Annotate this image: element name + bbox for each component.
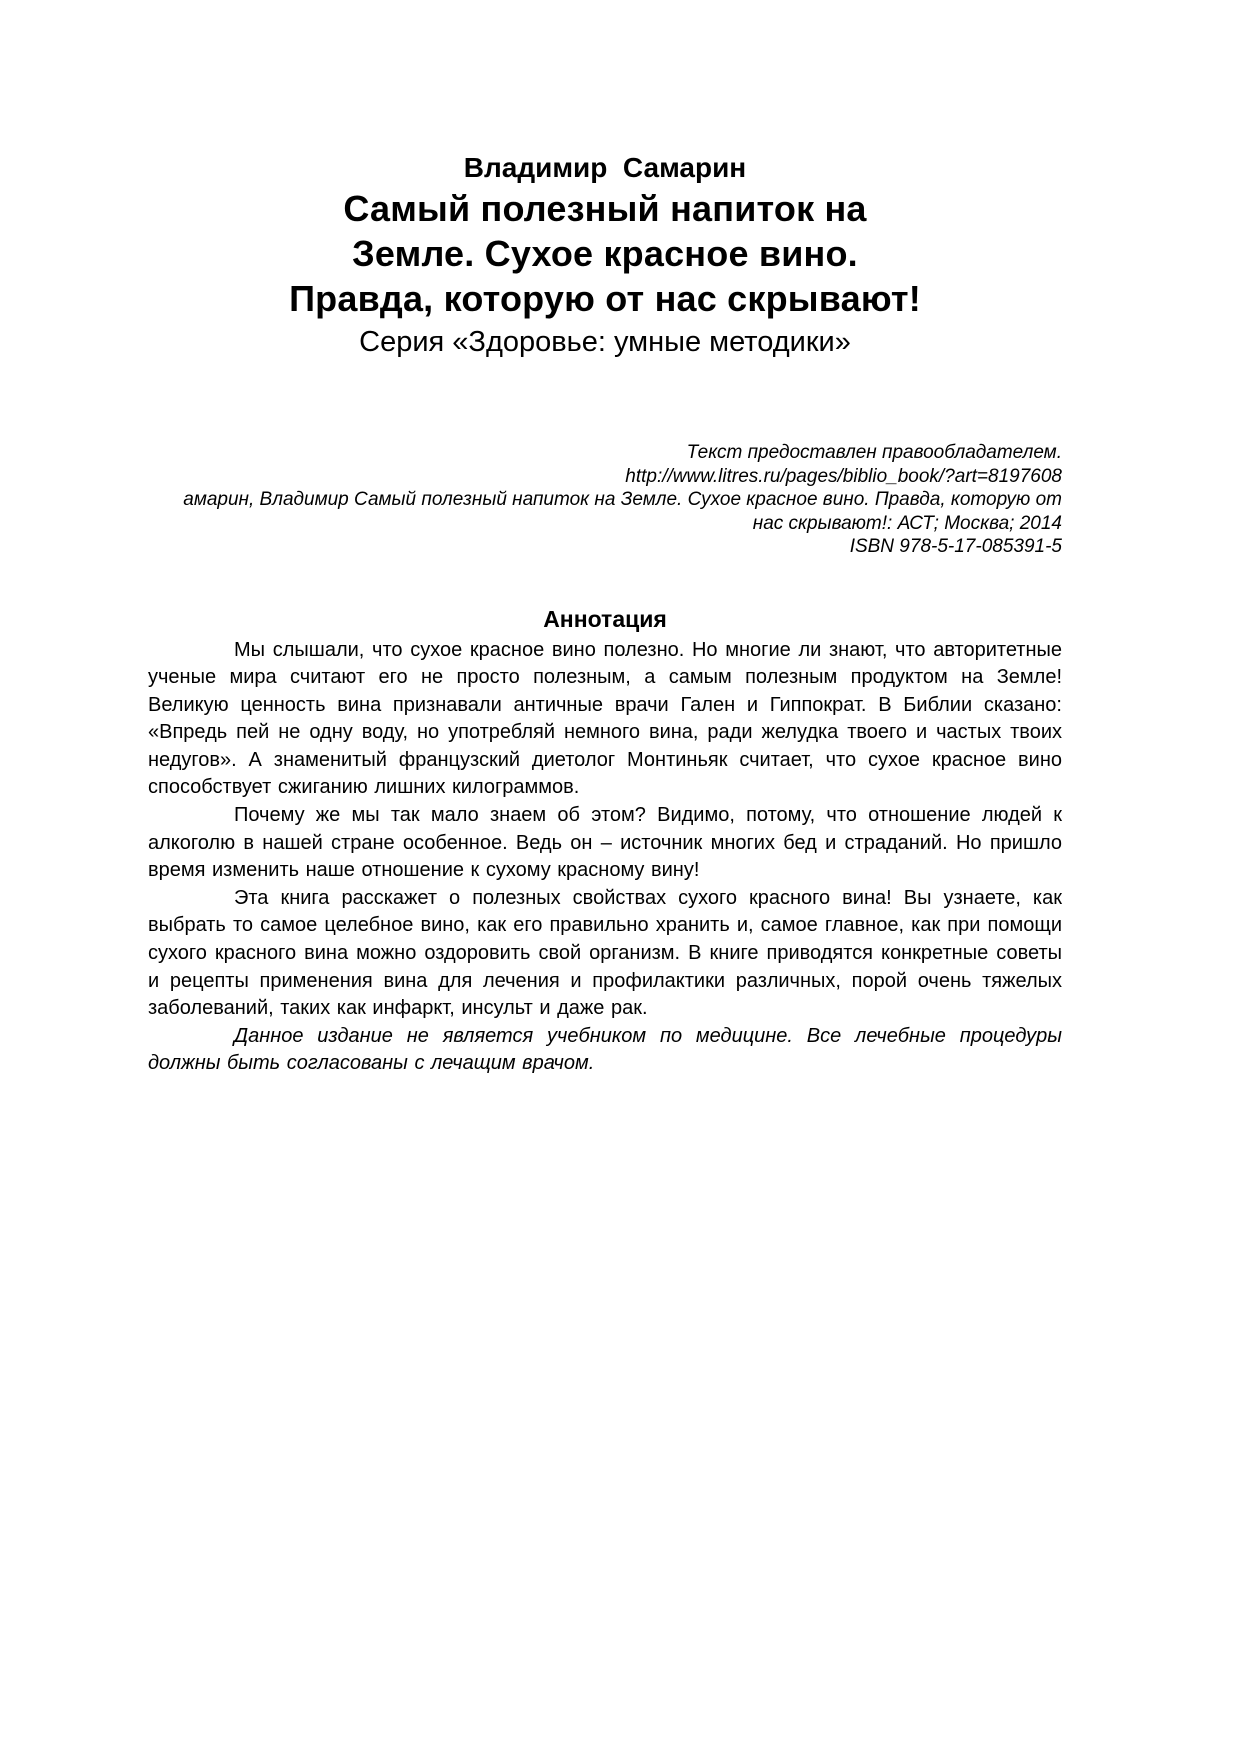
annotation-paragraph-2: Почему же мы так мало знаем об этом? Видимо, потому, что отношение людей к алкоголю в нашей стране особенное. Ведь он – источник многих бед и страданий. Но пришло время изменить наше отношение к сухому красному вину!: [148, 804, 1062, 882]
book-title-line-3: Правда, которую от нас скрывают!: [289, 278, 921, 319]
copyright-block: [148, 441, 1062, 559]
page-content: [148, 0, 1062, 1078]
copyright-provider-line: Текст предоставлен правообладателем.: [686, 442, 1062, 463]
copyright-citation-line-2: нас скрывают!: АСТ; Москва; 2014: [752, 512, 1062, 534]
annotation-disclaimer: Данное издание не является учебником по медицине. Все лечебные процедуры должны быть согласованы с лечащим врачом.: [148, 1024, 1062, 1075]
copyright-url-line: http://www.litres.ru/pages/biblio_book/?art=8197608: [625, 465, 1062, 487]
book-title-line-1: Самый полезный напиток на: [343, 188, 867, 229]
copyright-citation-line-1: амарин, Владимир Самый полезный напиток на Земле. Сухое красное вино. Правда, которую от: [183, 489, 1062, 510]
book-title: [148, 186, 1062, 321]
annotation-heading: Аннотация: [543, 605, 667, 632]
annotation-paragraph-1: Мы слышали, что сухое красное вино полезно. Но многие ли знают, что авторитетные ученые мира считают его не просто полезным, а самым полезным продуктом на Земле! Великую ценность вина признавали античные врачи Гален и Гиппократ. В Библии сказано: «Впредь пей не одну воду, но употребляй немного вина, ради желудка твоего и частых твоих недугов». А знаменитый французский диетолог Монтиньяк считает, что сухое красное вино способствует сжиганию лишних килограммов.: [148, 638, 1062, 799]
isbn-line: ISBN 978-5-17-085391-5: [849, 536, 1062, 557]
annotation-section: [148, 605, 1062, 1079]
book-title-line-2: Земле. Сухое красное вино.: [352, 233, 858, 274]
series-name: Серия «Здоровье: умные методики»: [359, 326, 851, 358]
title-block: [148, 0, 1062, 363]
author-name: Владимир Самарин: [463, 152, 747, 183]
annotation-paragraph-3: Эта книга расскажет о полезных свойствах сухого красного вина! Вы узнаете, как выбрать то самое целебное вино, как его правильно хранить и, самое главное, как при помощи сухого красного вина можно оздоровить свой организм. В книге приводятся конкретные советы и рецепты применения вина для лечения и профилактики различных, порой очень тяжелых заболеваний, таких как инфаркт, инсульт и даже рак.: [148, 886, 1062, 1020]
